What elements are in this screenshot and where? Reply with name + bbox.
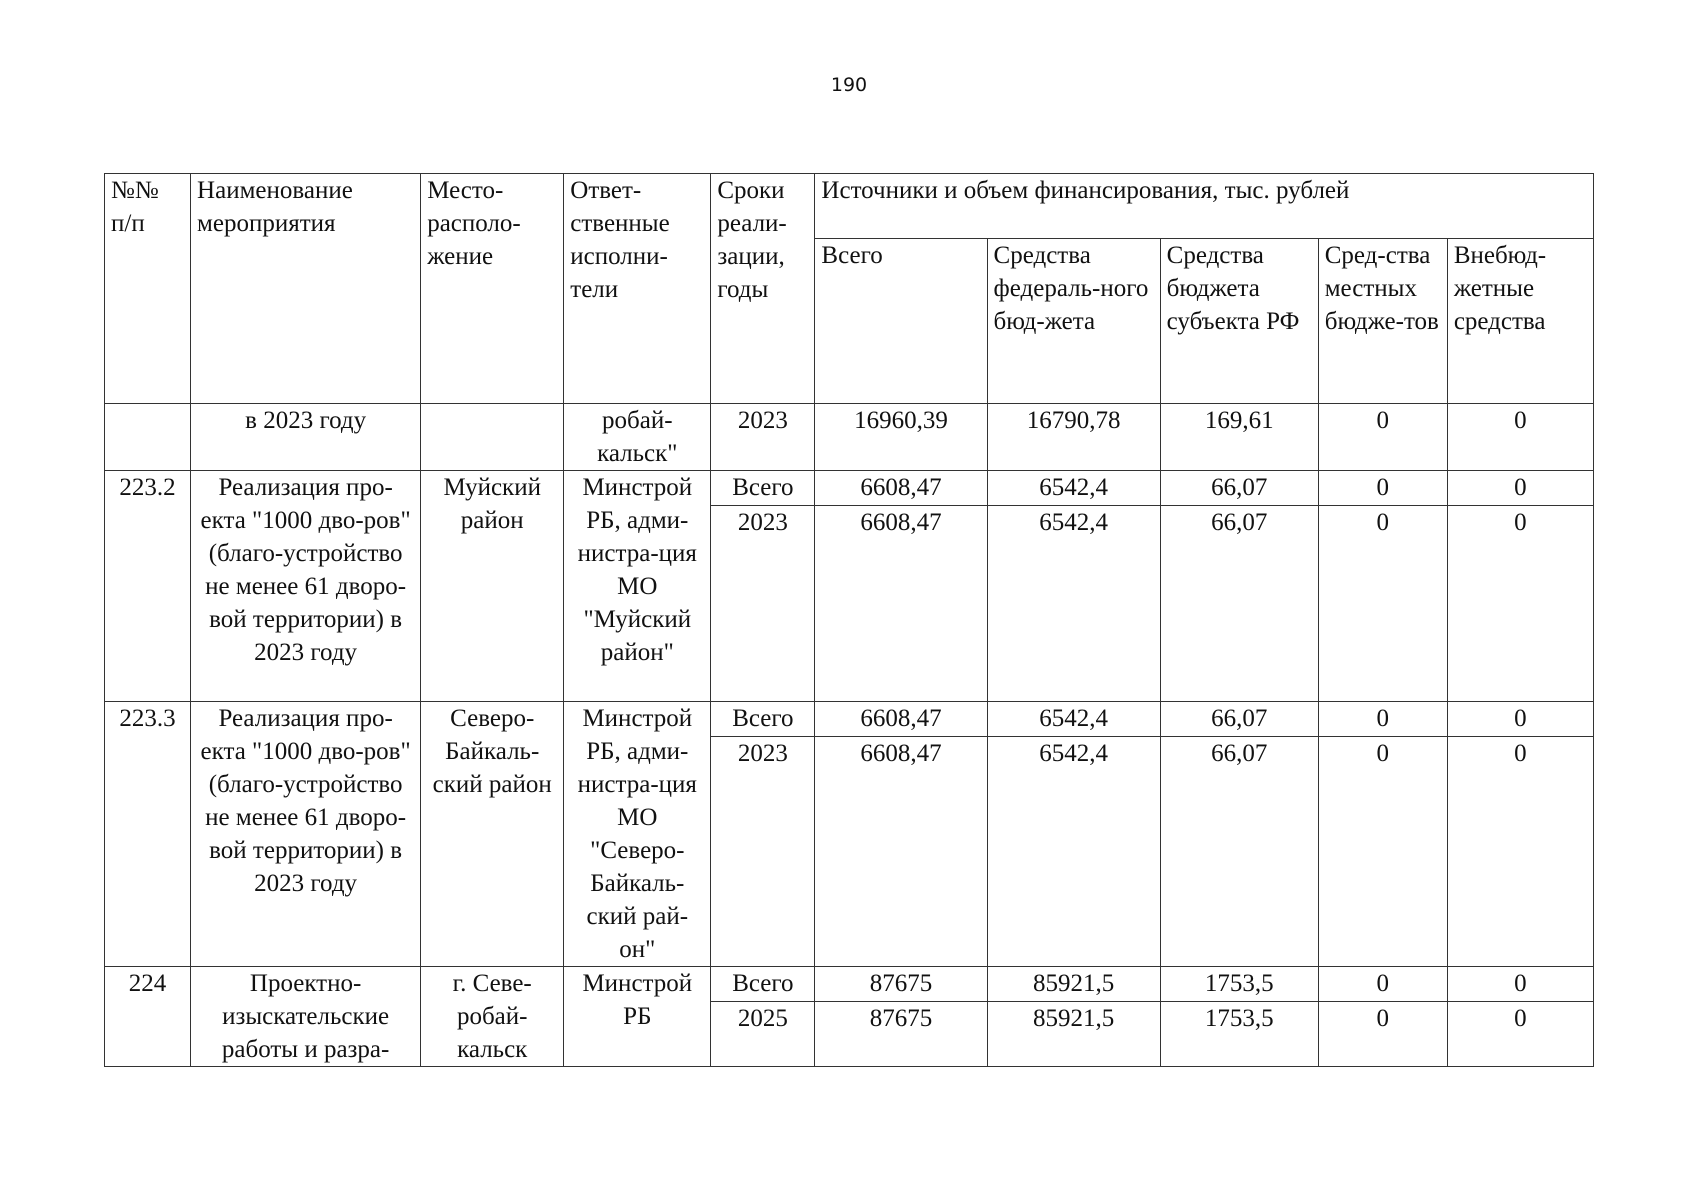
page-number: 190 [830,74,868,96]
cell-regional: 66,07 [1160,702,1318,737]
header-executors: Ответ-ственные исполни-тели [564,174,711,404]
header-federal: Средства федераль-ного бюд-жета [987,239,1160,404]
cell-total: 6608,47 [815,471,987,506]
cell-regional: 169,61 [1160,404,1318,471]
cell-location [421,404,564,471]
header-location: Место-располо-жение [421,174,564,404]
cell-executors: Минстрой РБ, адми-нистра-ция МО "Северо-Байкаль-ский рай-он" [564,702,711,967]
cell-offbudget: 0 [1447,404,1593,471]
table-row [105,471,1594,506]
cell-location: г. Севе-робай-кальск [421,967,564,1067]
cell-executors: Минстрой РБ, адми-нистра-ция МО "Муйский район" [564,471,711,702]
cell-num [105,404,191,471]
cell-regional: 66,07 [1160,471,1318,506]
header-period: Сроки реали-зации, годы [711,174,815,404]
cell-local: 0 [1318,702,1447,737]
cell-local: 0 [1318,404,1447,471]
table-row [105,404,1594,471]
cell-local: 0 [1318,506,1447,702]
header-total: Всего [815,239,987,404]
cell-name: Реализация про-екта "1000 дво-ров" (благо-устройство не менее 61 дворо-вой территории) в 2023 году [191,471,421,702]
header-name: Наименование мероприятия [191,174,421,404]
header-num: №№ п/п [105,174,191,404]
header-sources: Источники и объем финансирования, тыс. рублей [815,174,1594,239]
cell-local: 0 [1318,737,1447,967]
cell-offbudget: 0 [1447,1002,1593,1067]
cell-location: Северо-Байкаль-ский район [421,702,564,967]
cell-federal: 6542,4 [987,737,1160,967]
cell-total: 87675 [815,1002,987,1067]
cell-local: 0 [1318,471,1447,506]
cell-total: 6608,47 [815,702,987,737]
cell-period: 2025 [711,1002,815,1067]
cell-offbudget: 0 [1447,702,1593,737]
cell-total: 16960,39 [815,404,987,471]
cell-federal: 6542,4 [987,702,1160,737]
cell-name: Проектно-изыскательские работы и разра- [191,967,421,1067]
cell-num: 223.2 [105,471,191,702]
cell-federal: 85921,5 [987,967,1160,1002]
cell-location: Муйский район [421,471,564,702]
cell-regional: 66,07 [1160,506,1318,702]
cell-federal: 85921,5 [987,1002,1160,1067]
cell-period: 2023 [711,404,815,471]
cell-period: Всего [711,967,815,1002]
header-local: Сред-ства местных бюдже-тов [1318,239,1447,404]
cell-name: в 2023 году [191,404,421,471]
cell-offbudget: 0 [1447,967,1593,1002]
cell-total: 87675 [815,967,987,1002]
header-row-1 [105,174,1594,239]
cell-total: 6608,47 [815,506,987,702]
cell-local: 0 [1318,1002,1447,1067]
cell-num: 223.3 [105,702,191,967]
cell-executors: робай-кальск" [564,404,711,471]
cell-period: 2023 [711,506,815,702]
financing-table [104,173,1594,1067]
cell-federal: 6542,4 [987,506,1160,702]
cell-offbudget: 0 [1447,506,1593,702]
header-regional: Средства бюджета субъекта РФ [1160,239,1318,404]
cell-offbudget: 0 [1447,737,1593,967]
cell-regional: 66,07 [1160,737,1318,967]
table-row [105,702,1594,737]
cell-federal: 16790,78 [987,404,1160,471]
cell-regional: 1753,5 [1160,1002,1318,1067]
cell-total: 6608,47 [815,737,987,967]
cell-federal: 6542,4 [987,471,1160,506]
cell-num: 224 [105,967,191,1067]
cell-offbudget: 0 [1447,471,1593,506]
cell-period: Всего [711,471,815,506]
cell-executors: Минстрой РБ [564,967,711,1067]
cell-regional: 1753,5 [1160,967,1318,1002]
cell-period: 2023 [711,737,815,967]
header-offbudget: Внебюд-жетные средства [1447,239,1593,404]
cell-period: Всего [711,702,815,737]
cell-name: Реализация про-екта "1000 дво-ров" (благо-устройство не менее 61 дворо-вой территории) в 2023 году [191,702,421,967]
table-row [105,967,1594,1002]
cell-local: 0 [1318,967,1447,1002]
